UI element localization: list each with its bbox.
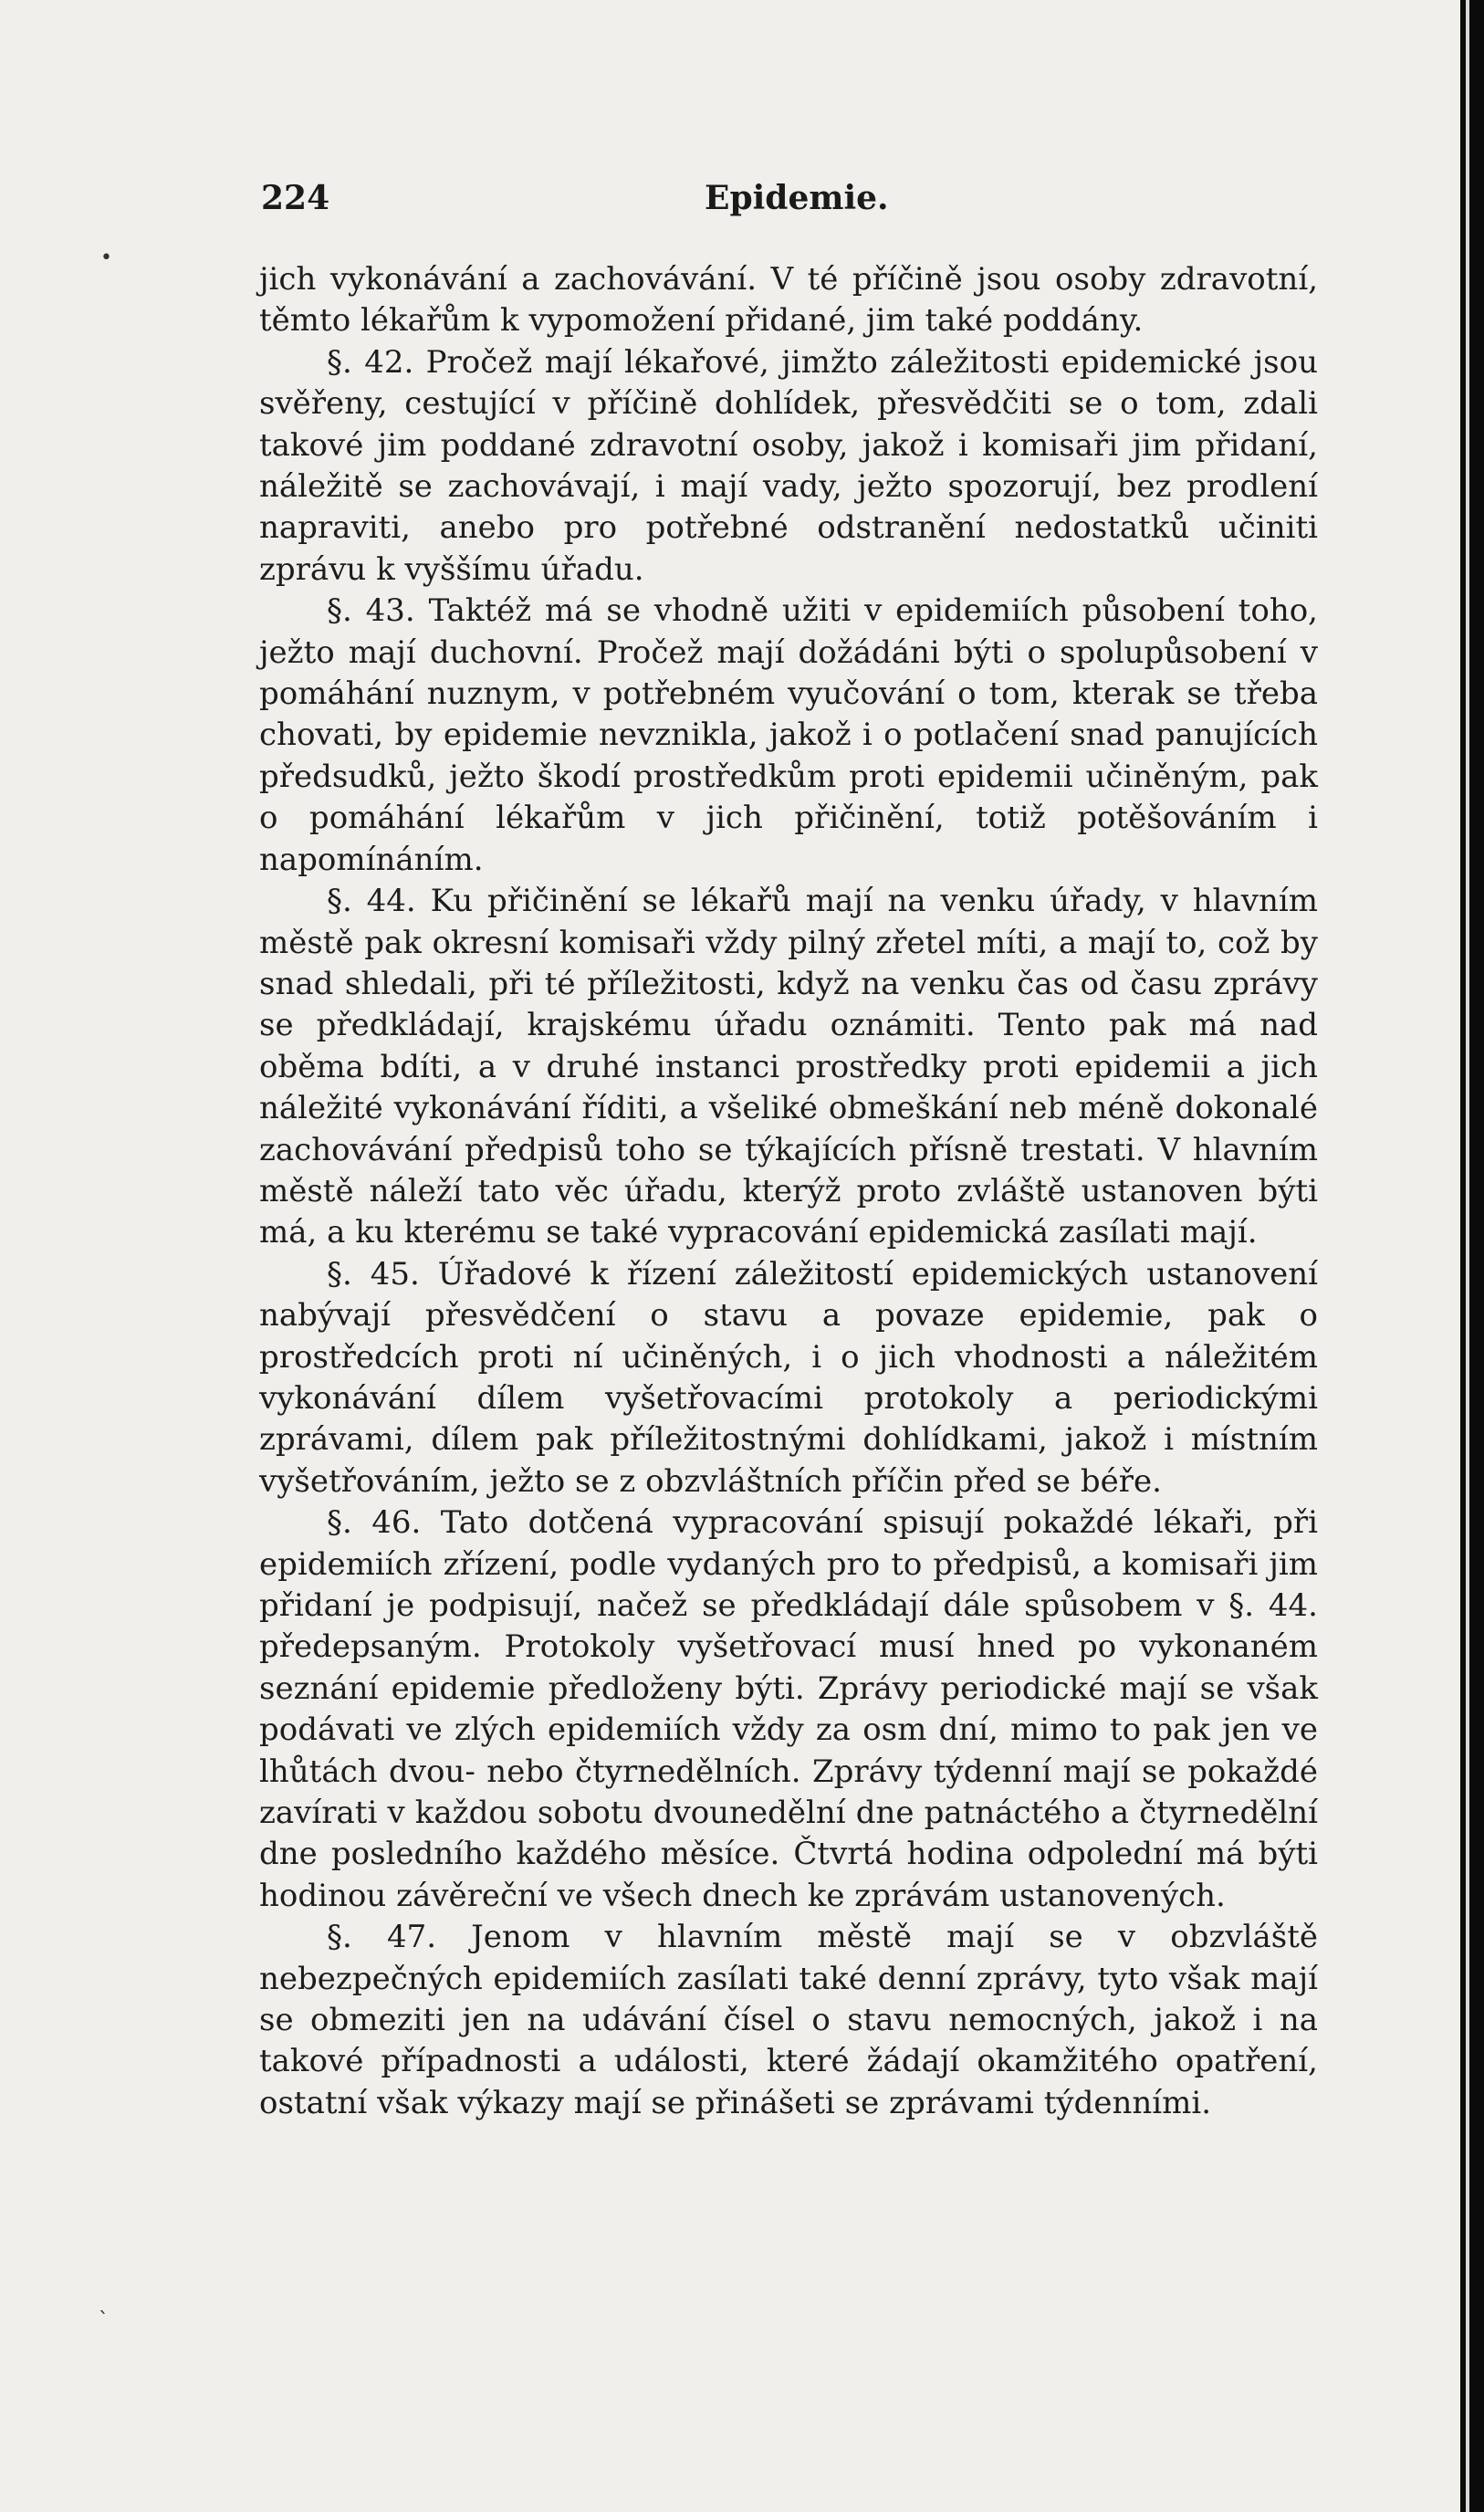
paragraph-section-45: §. 45. Úřadové k řízení záležitostí epidemických ustanovení nabývají přesvědčení o stavu a povaze epidemie, pak o prostředcích proti ní učiněných, i o jich vhodnosti a náležitém vykonávání dílem vyšetřovacími protokoly a periodickými zprávami, dílem pak příležitostnými dohlídkami, jakož i místním vyšetřováním, ježto se z obzvláštních příčin před se béře. xyxy=(259,1255,1318,1500)
paragraph-section-46: §. 46. Tato dotčená vypracování spisují pokaždé lékaři, při epidemiích zřízení, podle vydaných pro to předpisů, a komisaři jim přidaní je podpisují, načež se předkládají dále spůsobem v §. 44. předepsaným. Protokoly vyšetřovací musí hned po vykonaném seznání epidemie předloženy býti. Zprávy periodické mají se však podávati ve zlých epidemiích vždy za osm dní, mimo to pak jen ve lhůtách dvou- nebo čtyrnedělních. Zprávy týdenní mají se pokaždé zavírati v každou sobotu dvounedělní dne patnáctého a čtyrnedělní dne posledního každého měsíce. Čtvrtá hodina odpolední má býti hodinou závěreční ve všech dnech ke zprávám ustanovených. xyxy=(259,1504,1318,1914)
page-number: 224 xyxy=(261,179,330,217)
scan-speck: • xyxy=(100,246,112,269)
page-header xyxy=(261,179,1312,234)
scan-edge xyxy=(1460,0,1484,2512)
paragraph-section-47: §. 47. Jenom v hlavním městě mají se v obzvláště nebezpečných epidemiích zasílati také denní zprávy, tyto však mají se obmeziti jen na udávání čísel o stavu nemocných, jakož i na takové případnosti a události, které žádají okamžitého opatření, ostatní však výkazy mají se přinášeti se zprávami týdenními. xyxy=(259,1919,1318,2121)
running-title: Epidemie. xyxy=(705,179,889,217)
scan-edge-strip xyxy=(1466,0,1469,2512)
paragraph-continuation: jich vykonávání a zachovávání. V té příčině jsou osoby zdravotní, těmto lékařům k vypomožení přidané, jim také poddány. xyxy=(259,261,1318,340)
body-text xyxy=(259,259,1318,2124)
scan-speck: ` xyxy=(99,2309,109,2332)
paragraph-section-44: §. 44. Ku přičinění se lékařů mají na venku úřady, v hlavním městě pak okresní komisaři vždy pilný zřetel míti, a mají to, což by snad shledali, při té příležitosti, když na venku čas od času zprávy se předkládají, krajskému úřadu oznámiti. Tento pak má nad oběma bdíti, a v druhé instanci prostředky proti epidemii a jich náležité vykonávání říditi, a všeliké obmeškání neb méně dokonalé zachovávání předpisů toho se týkajících přísně trestati. V hlavním městě náleží tato věc úřadu, kterýž proto zvláště ustanoven býti má, a ku kterému se také vypracování epidemická zasílati mají. xyxy=(259,883,1318,1251)
paragraph-section-42: §. 42. Pročež mají lékařové, jimžto záležitosti epidemické jsou svěřeny, cestující v příčině dohlídek, přesvědčiti se o tom, zdali takové jim poddané zdravotní osoby, jakož i komisaři jim přidaní, náležitě se zachovávají, i mají vady, ježto spozorují, bez prodlení napraviti, anebo pro potřebné odstranění nedostatků učiniti zprávu k vyššímu úřadu. xyxy=(259,343,1318,588)
paragraph-section-43: §. 43. Taktéž má se vhodně užiti v epidemiích působení toho, ježto mají duchovní. Pročež mají dožádáni býti o spolupůsobení v pomáhání nuznym, v potřebném vyučování o tom, kterak se třeba chovati, by epidemie nevznikla, jakož i o potlačení snad panujících předsudků, ježto škodí prostředkům proti epidemii učiněným, pak o pomáhání lékařům v jich přičinění, totiž potěšováním i napomínáním. xyxy=(259,592,1318,878)
